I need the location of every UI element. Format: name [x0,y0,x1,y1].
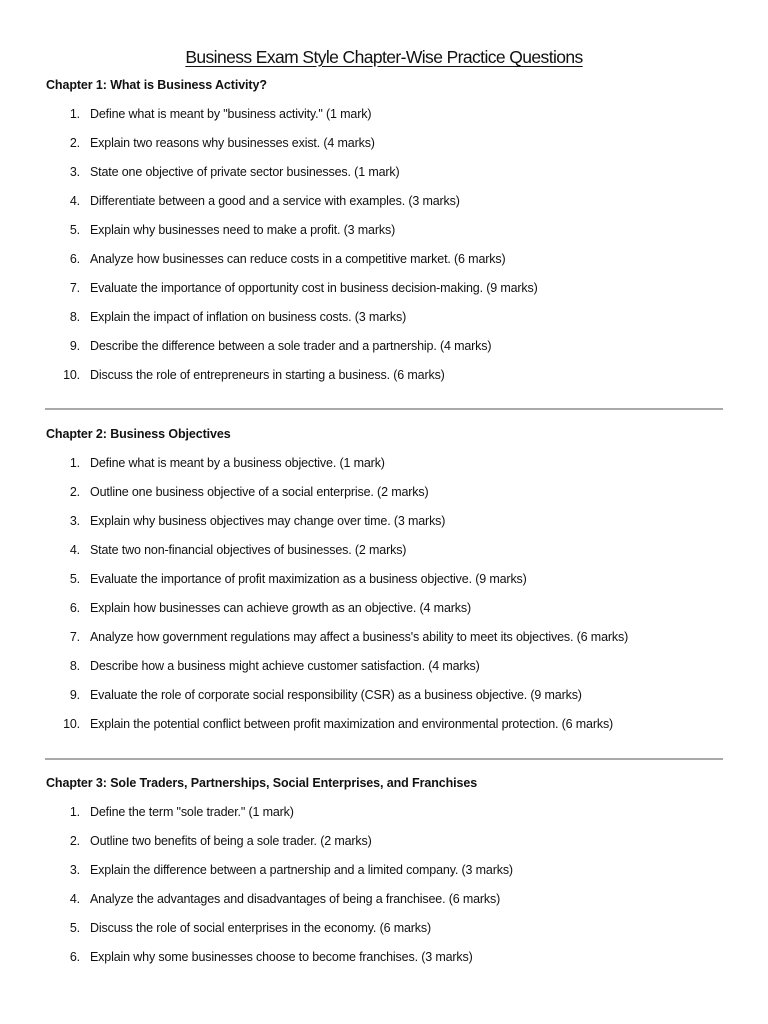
question-number: 2. [69,834,80,848]
question-number: 5. [69,572,80,586]
question-item [46,657,726,686]
question-number: 1. [69,805,80,819]
question-text: Evaluate the importance of opportunity cost in business decision-making. (9 marks) [90,281,538,295]
question-text: Describe how a business might achieve customer satisfaction. (4 marks) [90,659,480,673]
question-text: Evaluate the role of corporate social responsibility (CSR) as a business objective. (9 marks) [90,688,582,702]
question-number: 1. [69,456,80,470]
question-item [46,192,726,221]
question-item [46,861,726,890]
question-item [46,105,726,134]
question-text: Explain the difference between a partnership and a limited company. (3 marks) [90,863,513,877]
question-number: 3. [69,165,80,179]
question-number: 2. [69,485,80,499]
question-item [46,715,726,744]
question-text: Explain the impact of inflation on business costs. (3 marks) [90,310,407,324]
question-number: 10. [63,368,80,382]
question-number: 2. [69,136,80,150]
question-number: 9. [69,688,80,702]
question-number: 4. [69,543,80,557]
question-text: Evaluate the importance of profit maximization as a business objective. (9 marks) [90,572,527,586]
chapter-section-2 [46,425,726,744]
question-item [46,454,726,483]
question-list [46,105,726,395]
question-number: 4. [69,892,80,906]
question-item [46,366,726,395]
question-number: 4. [69,194,80,208]
question-list [46,454,726,744]
question-item [46,250,726,279]
question-item [46,628,726,657]
question-item [46,483,726,512]
chapter-section-3 [46,774,726,977]
chapter-heading: Chapter 1: What is Business Activity? [46,78,267,92]
question-text: Analyze how government regulations may affect a business's ability to meet its objectives. (6 marks) [90,630,629,644]
question-text: Define the term "sole trader." (1 mark) [90,805,294,819]
question-number: 7. [69,630,80,644]
question-number: 3. [69,514,80,528]
question-item [46,279,726,308]
question-text: Explain how businesses can achieve growth as an objective. (4 marks) [90,601,471,615]
question-number: 6. [69,252,80,266]
question-number: 8. [69,659,80,673]
section-divider [45,758,723,760]
question-item [46,221,726,250]
question-text: Outline one business objective of a social enterprise. (2 marks) [90,485,429,499]
section-divider [45,408,723,410]
question-text: Define what is meant by "business activity." (1 mark) [90,107,372,121]
question-item [46,163,726,192]
question-text: Define what is meant by a business objective. (1 mark) [90,456,385,470]
question-number: 6. [69,601,80,615]
question-item [46,832,726,861]
question-list [46,803,726,977]
question-text: Explain two reasons why businesses exist. (4 marks) [90,136,375,150]
question-item [46,570,726,599]
question-text: Explain the potential conflict between profit maximization and environmental protection. (6 marks) [90,717,614,731]
question-item [46,134,726,163]
question-item [46,308,726,337]
question-text: State two non-financial objectives of businesses. (2 marks) [90,543,407,557]
question-item [46,512,726,541]
question-text: Discuss the role of social enterprises in the economy. (6 marks) [90,921,431,935]
question-text: Outline two benefits of being a sole trader. (2 marks) [90,834,372,848]
question-number: 5. [69,921,80,935]
question-number: 7. [69,281,80,295]
question-item [46,890,726,919]
question-item [46,948,726,977]
question-text: Explain why businesses need to make a profit. (3 marks) [90,223,396,237]
question-number: 1. [69,107,80,121]
chapter-heading: Chapter 2: Business Objectives [46,427,231,441]
question-item [46,686,726,715]
question-number: 6. [69,950,80,964]
question-number: 10. [63,717,80,731]
question-item [46,337,726,366]
chapter-heading: Chapter 3: Sole Traders, Partnerships, Social Enterprises, and Franchises [46,776,478,790]
question-item [46,599,726,628]
question-text: State one objective of private sector businesses. (1 mark) [90,165,400,179]
document-title: Business Exam Style Chapter-Wise Practice Questions [185,47,583,67]
question-text: Analyze the advantages and disadvantages of being a franchisee. (6 marks) [90,892,501,906]
question-text: Explain why some businesses choose to become franchises. (3 marks) [90,950,473,964]
question-text: Explain why business objectives may change over time. (3 marks) [90,514,446,528]
question-text: Analyze how businesses can reduce costs in a competitive market. (6 marks) [90,252,506,266]
question-text: Differentiate between a good and a service with examples. (3 marks) [90,194,460,208]
question-number: 9. [69,339,80,353]
question-text: Describe the difference between a sole trader and a partnership. (4 marks) [90,339,492,353]
question-number: 8. [69,310,80,324]
question-number: 5. [69,223,80,237]
question-item [46,919,726,948]
question-item [46,541,726,570]
question-number: 3. [69,863,80,877]
question-item [46,803,726,832]
chapter-section-1 [46,76,726,395]
question-text: Discuss the role of entrepreneurs in starting a business. (6 marks) [90,368,445,382]
